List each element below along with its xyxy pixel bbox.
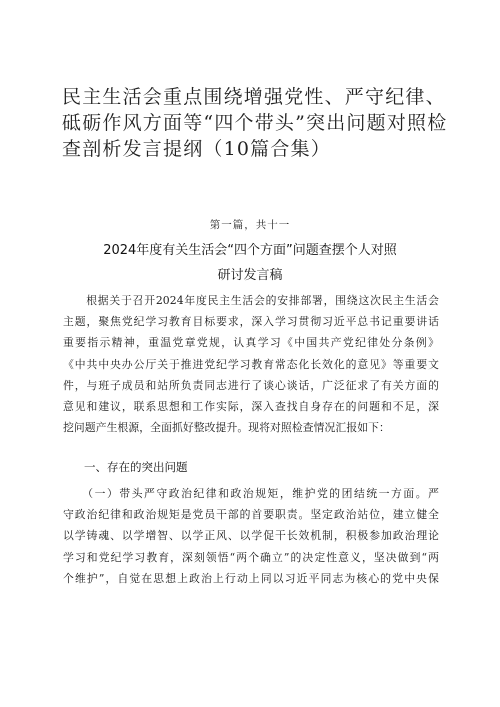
speech-title-line-2: 研讨发言稿 xyxy=(217,268,283,283)
paragraph-line: 主题，聚焦党纪学习教育目标要求，深入学习贯彻习近平总书记重要讲话 xyxy=(63,315,439,329)
paragraph-line: 重要指示精神，重温党章党规，认真学习《中国共产党纪律处分条例》 xyxy=(63,336,439,350)
document-title: 民主生活会重点围绕增强党性、严守纪律、砥砺作风方面等“四个带头”突出问题对照检查剖析发言提纲（10篇合集） xyxy=(62,86,448,160)
paragraph-line: 根据关于召开2024年度民主生活会的安排部署，围绕这次民主生活会 xyxy=(63,294,439,307)
section-paragraph xyxy=(63,483,439,589)
paragraph-line: 以学铸魂、以学增智、以学正风、以学促干长效机制，积极参加政治理论 xyxy=(63,529,439,543)
paragraph-line: 意见和建议，联系思想和工作实际，深入查找自身存在的问题和不足，深 xyxy=(63,400,439,414)
paragraph-line: （一）带头严守政治纪律和政治规矩，维护党的团结统一方面。严 xyxy=(63,487,439,500)
intro-paragraph xyxy=(63,290,439,438)
paragraph-line: 件，与班子成员和站所负责同志进行了谈心谈话，广泛征求了有关方面的 xyxy=(63,378,439,392)
chapter-label: 第一篇，共十一 xyxy=(209,219,291,231)
section-heading: 一、存在的突出问题 xyxy=(84,460,188,474)
paragraph-line: 《中共中央办公厅关于推进党纪学习教育常态化长效化的意见》等重要文 xyxy=(63,357,439,371)
paragraph-line: 个维护”，自觉在思想上政治上行动上同以习近平同志为核心的党中央保 xyxy=(63,571,439,585)
paragraph-line: 学习和党纪学习教育，深刻领悟“两个确立”的决定性意义，坚决做到“两 xyxy=(63,550,439,564)
speech-title-line-1: 2024年度有关生活会“四个方面”问题查摆个人对照 xyxy=(103,243,397,258)
paragraph-line: 守政治纪律和政治规矩是党员干部的首要职责。坚定政治站位，建立健全 xyxy=(63,508,439,522)
paragraph-line: 挖问题产生根源，全面抓好整改提升。现将对照检查情况汇报如下： xyxy=(63,421,390,435)
